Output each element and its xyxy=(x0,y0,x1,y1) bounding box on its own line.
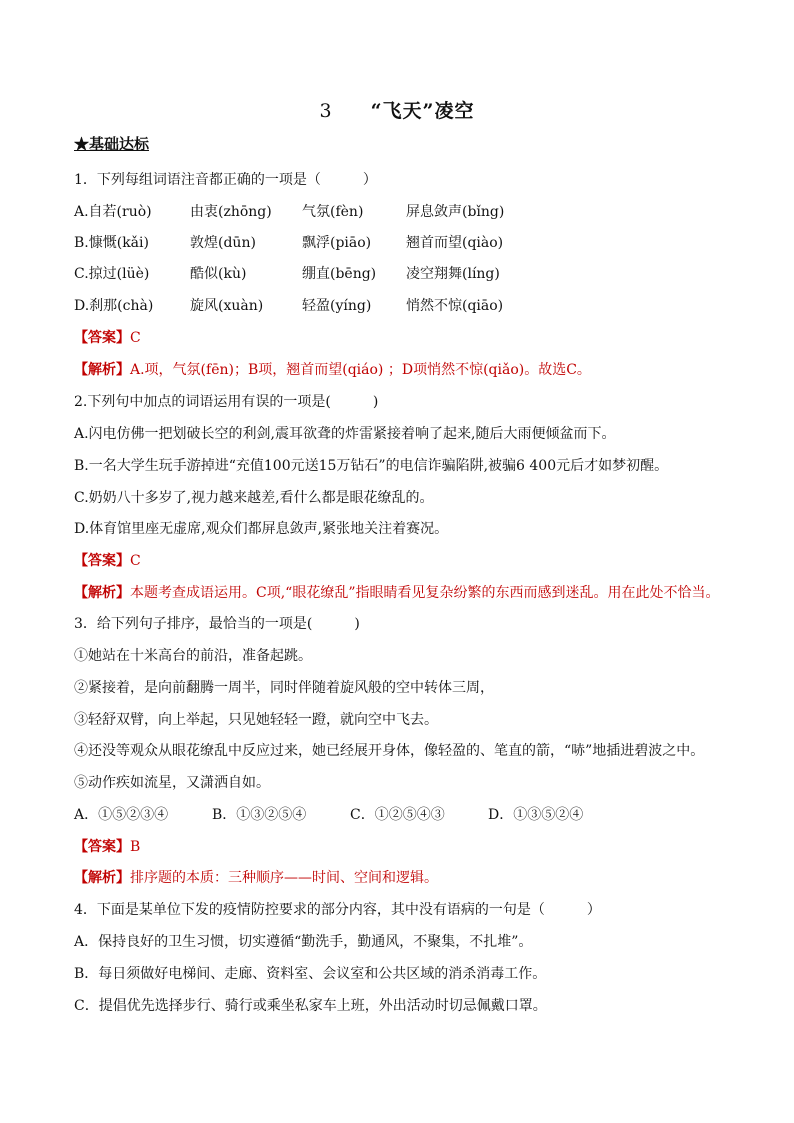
page-title xyxy=(0,96,794,123)
answer-value: B xyxy=(130,839,141,855)
q2-answer xyxy=(74,551,141,571)
q2-option-d: D.体育馆里座无虚席,观众们都屏息敛声,紧张地关注着赛况。 xyxy=(74,521,449,537)
q3-answer xyxy=(74,837,140,857)
q4-option-c: C．提倡优先选择步行、骑行或乘坐私家车上班，外出活动时切忌佩戴口罩。 xyxy=(74,998,547,1014)
q3-sentence-2: ②紧接着，是向前翻腾一周半，同时伴随着旋风般的空中转体三周， xyxy=(74,680,494,696)
q1-a-3: 气氛(fèn) xyxy=(302,204,364,220)
q1-d-2: 旋风(xuàn) xyxy=(190,298,264,314)
q2-option-b: B.一名大学生玩手游掉进“充值100元送15万钻石”的电信诈骗陷阱,被骗6 400元后才如梦初醒。 xyxy=(74,458,669,474)
analysis-text: A.项，气氛(fēn)；B项，翘首而望(qiáo) ；D项悄然不惊(qiǎo)。故选C。 xyxy=(130,362,591,378)
q1-option-a xyxy=(74,202,504,222)
q2-analysis xyxy=(74,583,719,603)
q3-option-d: D．①③⑤②④ xyxy=(488,807,584,823)
q1-option-d xyxy=(74,296,503,316)
q1-b-1: B.慷慨(kǎi) xyxy=(74,235,149,251)
q3-sentence-1: ①她站在十米高台的前沿，准备起跳。 xyxy=(74,648,312,664)
section-heading: ★基础达标 xyxy=(74,135,150,153)
q1-stem: 1．下列每组词语注音都正确的一项是（ ） xyxy=(74,172,377,188)
q1-b-4: 翘首而望(qiào) xyxy=(406,235,504,251)
q2-option-a: A.闪电仿佛一把划破长空的利剑,震耳欲聋的炸雷紧接着响了起来,随后大雨便倾盆而下。 xyxy=(74,426,616,442)
q2-stem: 2.下列句中加点的词语运用有误的一项是( ) xyxy=(74,394,379,410)
q2-option-c: C.奶奶八十多岁了,视力越来越差,看什么都是眼花缭乱的。 xyxy=(74,490,434,506)
q3-option-c: C．①②⑤④③ xyxy=(350,807,445,823)
q3-sentence-3: ③轻舒双臂，向上举起，只见她轻轻一蹬，就向空中飞去。 xyxy=(74,712,438,728)
q1-option-c xyxy=(74,264,500,284)
answer-tag: 【答案】 xyxy=(74,553,130,569)
q1-d-1: D.刹那(chà) xyxy=(74,298,154,314)
q4-stem: 4．下面是某单位下发的疫情防控要求的部分内容，其中没有语病的一句是（ ） xyxy=(74,902,601,918)
q1-c-2: 酷似(kù) xyxy=(190,266,247,282)
q1-b-2: 敦煌(dūn) xyxy=(190,235,256,251)
q1-c-4: 凌空翔舞(líng) xyxy=(406,266,500,282)
q3-option-b: B．①③②⑤④ xyxy=(212,807,307,823)
answer-value: C xyxy=(130,330,141,346)
q1-c-1: C.掠过(lüè) xyxy=(74,266,150,282)
q3-sentence-5: ⑤动作疾如流星，又潇洒自如。 xyxy=(74,775,270,791)
analysis-tag: 【解析】 xyxy=(74,362,130,378)
q4-option-b: B．每日须做好电梯间、走廊、资料室、会议室和公共区域的消杀消毒工作。 xyxy=(74,966,547,982)
q1-option-b xyxy=(74,233,503,253)
analysis-text: 本题考查成语运用。C项,“眼花缭乱”指眼睛看见复杂纷繁的东西而感到迷乱。用在此处不恰当。 xyxy=(130,585,720,601)
q1-d-4: 悄然不惊(qiāo) xyxy=(406,298,504,314)
q1-c-3: 绷直(bēng) xyxy=(302,266,377,282)
analysis-text: 排序题的本质：三种顺序——时间、空间和逻辑。 xyxy=(130,870,438,886)
lesson-number: 3 xyxy=(319,100,333,122)
lesson-title: “飞天”凌空 xyxy=(370,100,475,122)
q1-a-2: 由衷(zhōng) xyxy=(190,204,272,220)
q1-b-3: 飘浮(piāo) xyxy=(302,235,372,251)
answer-tag: 【答案】 xyxy=(74,330,130,346)
q3-analysis xyxy=(74,868,438,888)
q1-a-4: 屏息敛声(bǐng) xyxy=(406,204,505,220)
q3-stem: 3．给下列句子排序，最恰当的一项是( ) xyxy=(74,616,360,632)
q3-options xyxy=(74,805,626,825)
analysis-tag: 【解析】 xyxy=(74,870,130,886)
q1-d-3: 轻盈(yíng) xyxy=(302,298,372,314)
analysis-tag: 【解析】 xyxy=(74,585,130,601)
q3-sentence-4: ④还没等观众从眼花缭乱中反应过来，她已经展开身体，像轻盈的、笔直的箭，“哧”地插进碧波之中。 xyxy=(74,743,705,759)
answer-value: C xyxy=(130,553,141,569)
q3-option-a: A．①⑤②③④ xyxy=(74,807,169,823)
q4-option-a: A．保持良好的卫生习惯，切实遵循“勤洗手，勤通风，不聚集，不扎堆”。 xyxy=(74,934,533,950)
q1-analysis xyxy=(74,360,591,380)
q1-a-1: A.自若(ruò) xyxy=(74,204,152,220)
q1-answer xyxy=(74,328,141,348)
answer-tag: 【答案】 xyxy=(74,839,130,855)
